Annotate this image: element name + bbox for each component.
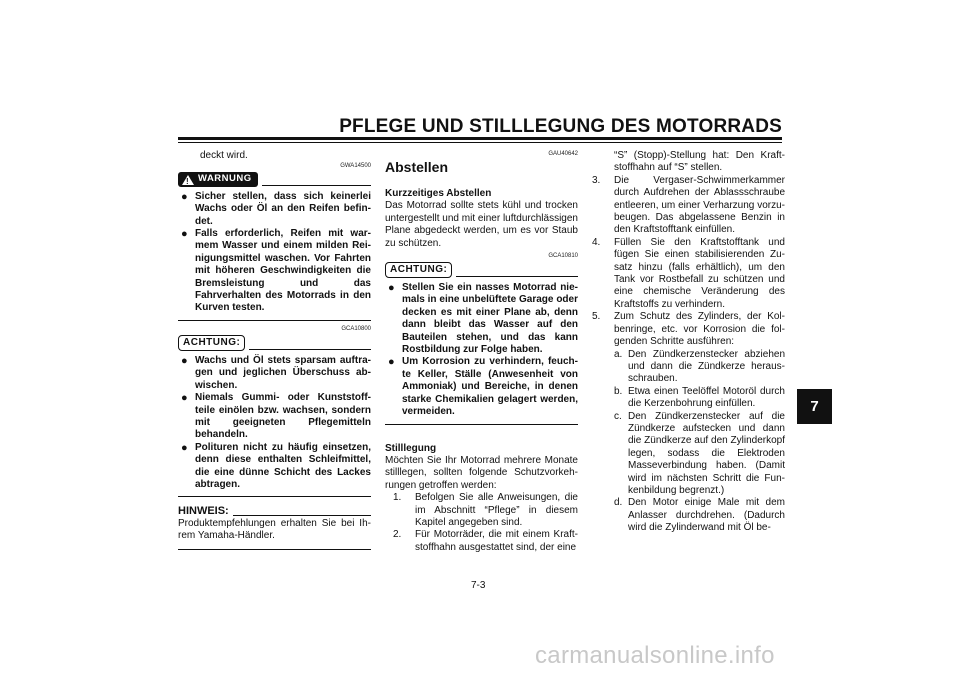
list-item: 2. Für Motorräder, die mit einem Kraftstoffhahn ausgestattet sind, der eine [393, 529, 578, 553]
column-right [592, 150, 785, 535]
bullet-icon: ● [181, 354, 188, 367]
intro-text: deckt wird. [200, 150, 248, 161]
list-item: 5. Zum Schutz des Zylinders, der Kolbenringe, etc. vor Korrosion die folgenden Schritte ausführen: [592, 311, 785, 348]
warning-body [178, 187, 371, 321]
list-item: 4. Füllen Sie den Kraftstofftank und fügen Sie einen stabilisierenden Zusatz hinzu (falls erhältlich), um den Tank vor Rostbefall zu schützen und eine chemische Veränderung des Kraftstoffs zu verhindern. [592, 236, 785, 310]
sub-list-item: a. Den Zündkerzenstecker abziehen und dann die Zündkerze herausschrauben. [614, 348, 785, 385]
page-number: 7-3 [471, 580, 486, 591]
paragraph-short-term: Das Motorrad sollte stets kühl und trocken untergestellt und mit einer luftdurchlässigen Plane abgedeckt werden, um es vor Staub zu schützen. [385, 200, 578, 249]
caution-header [178, 335, 371, 351]
caution-body [178, 351, 371, 497]
warning-triangle-icon: ! [182, 175, 194, 185]
bullet-icon: ● [388, 356, 395, 369]
section-heading: Abstellen [385, 159, 449, 175]
hinweis-rule [233, 515, 371, 516]
list-item: 1. Befolgen Sie alle Anweisungen, die im Abschnitt “Pflege” in diesem Kapitel angegeben sind. [393, 492, 578, 528]
bullet-icon: ● [181, 441, 188, 454]
watermark: carmanualsonline.info [535, 642, 775, 669]
bullet-icon: ● [181, 190, 188, 203]
continued-text: “S” (Stopp)-Stellung hat: Den Kraftstoffhahn auf “S” stellen. [614, 150, 785, 174]
page-title: PFLEGE UND STILLLEGUNG DES MOTORRADS [339, 116, 782, 137]
sub-list-item: c. Den Zündkerzenstecker auf die Zündkerze aufstecken und dann die Zündkerze auf den Zylinderkopf legen, sodass die Elektroden Masseverbindung haben. (Damit wird im nächsten Schritt die Funkenbildung begrenzt.) [614, 410, 785, 496]
caution-code: GCA10810 [548, 253, 578, 260]
header-rule-thick [178, 137, 782, 140]
warning-code: GWA14500 [340, 163, 371, 170]
bullet-icon: ● [181, 228, 188, 241]
hinweis-label: HINWEIS: [178, 505, 229, 518]
bullet-icon: ● [388, 282, 395, 295]
caution-bullet: ● Stellen Sie ein nasses Motorrad niemals in eine unbelüftete Garage oder decken es mit einer Plane ab, denn dann bleibt das Wasser auf den Bauteilen stehen, und das kann Rostbildung zur Folge haben. [385, 282, 578, 356]
section-code: GAU40642 [548, 151, 578, 157]
caution-header [385, 262, 578, 278]
caution-bullet: ● Niemals Gummi- oder Kunststoffteile einölen bzw. wachsen, sondern mit geeigneten Pflegemitteln behandeln. [178, 392, 371, 442]
chapter-tab: 7 [797, 389, 832, 424]
warning-badge [178, 172, 258, 186]
column-middle [385, 150, 578, 554]
caution-code: GCA10800 [341, 325, 371, 332]
caution-label: ACHTUNG: [385, 262, 452, 278]
bullet-icon: ● [181, 392, 188, 405]
sub-list-item: b. Etwa einen Teelöffel Motoröl durch die Kerzenbohrung einfüllen. [614, 385, 785, 410]
warning-bullet: ● Falls erforderlich, Reifen mit warmem Wasser und einem milden Reinigungsmittel waschen. Vor Fahrten mit höheren Geschwindigkeiten die Bremsleistung und das Fahrverhalten des Motorrads in den Kurven testen. [178, 228, 371, 315]
sub-list-item: d. Den Motor einige Male mit dem Anlasser durchdrehen. (Dadurch wird die Zylinderwand mit Öl be- [614, 497, 785, 534]
warning-label: WARNUNG [198, 173, 252, 185]
caution-rule [456, 276, 578, 277]
subheading-short-term: Kurzzeitiges Abstellen [385, 188, 492, 199]
hinweis-text: Produktempfehlungen erhalten Sie bei Ihrem Yamaha-Händler. [178, 518, 371, 550]
hinweis-header [178, 505, 371, 517]
header-rule-thin [178, 142, 782, 143]
paragraph-storage: Möchten Sie Ihr Motorrad mehrere Monate stilllegen, sollten folgende Schutzvorkehrungen getroffen werden: [385, 454, 578, 491]
caution-bullet: ● Wachs und Öl stets sparsam auftragen und jeglichen Überschuss abwischen. [178, 355, 371, 392]
caution-bullet: ● Um Korrosion zu verhindern, feuchte Keller, Ställe (Anwesenheit von Ammoniak) und Bereiche, in denen starke Chemikalien gelagert werden, vermeiden. [385, 356, 578, 418]
caution-label: ACHTUNG: [178, 335, 245, 351]
warning-rule [262, 185, 371, 186]
column-left [178, 150, 371, 550]
caution-body [385, 278, 578, 424]
page-header [0, 0, 960, 150]
caution-rule [249, 349, 371, 350]
warning-header [178, 172, 371, 186]
caution-bullet: ● Polituren nicht zu häufig einsetzen, denn diese enthalten Schleifmittel, die eine dünne Schicht des Lackes abtragen. [178, 442, 371, 492]
list-item: 3. Die Vergaser-Schwimmerkammer durch Aufdrehen der Ablassschraube entleeren, um einer Verharzung vorzubeugen. Das abgelassene Benzin in den Kraftstofftank einfüllen. [592, 174, 785, 236]
subheading-storage: Stilllegung [385, 442, 437, 454]
warning-bullet: ● Sicher stellen, dass sich keinerlei Wachs oder Öl an den Reifen befindet. [178, 191, 371, 228]
